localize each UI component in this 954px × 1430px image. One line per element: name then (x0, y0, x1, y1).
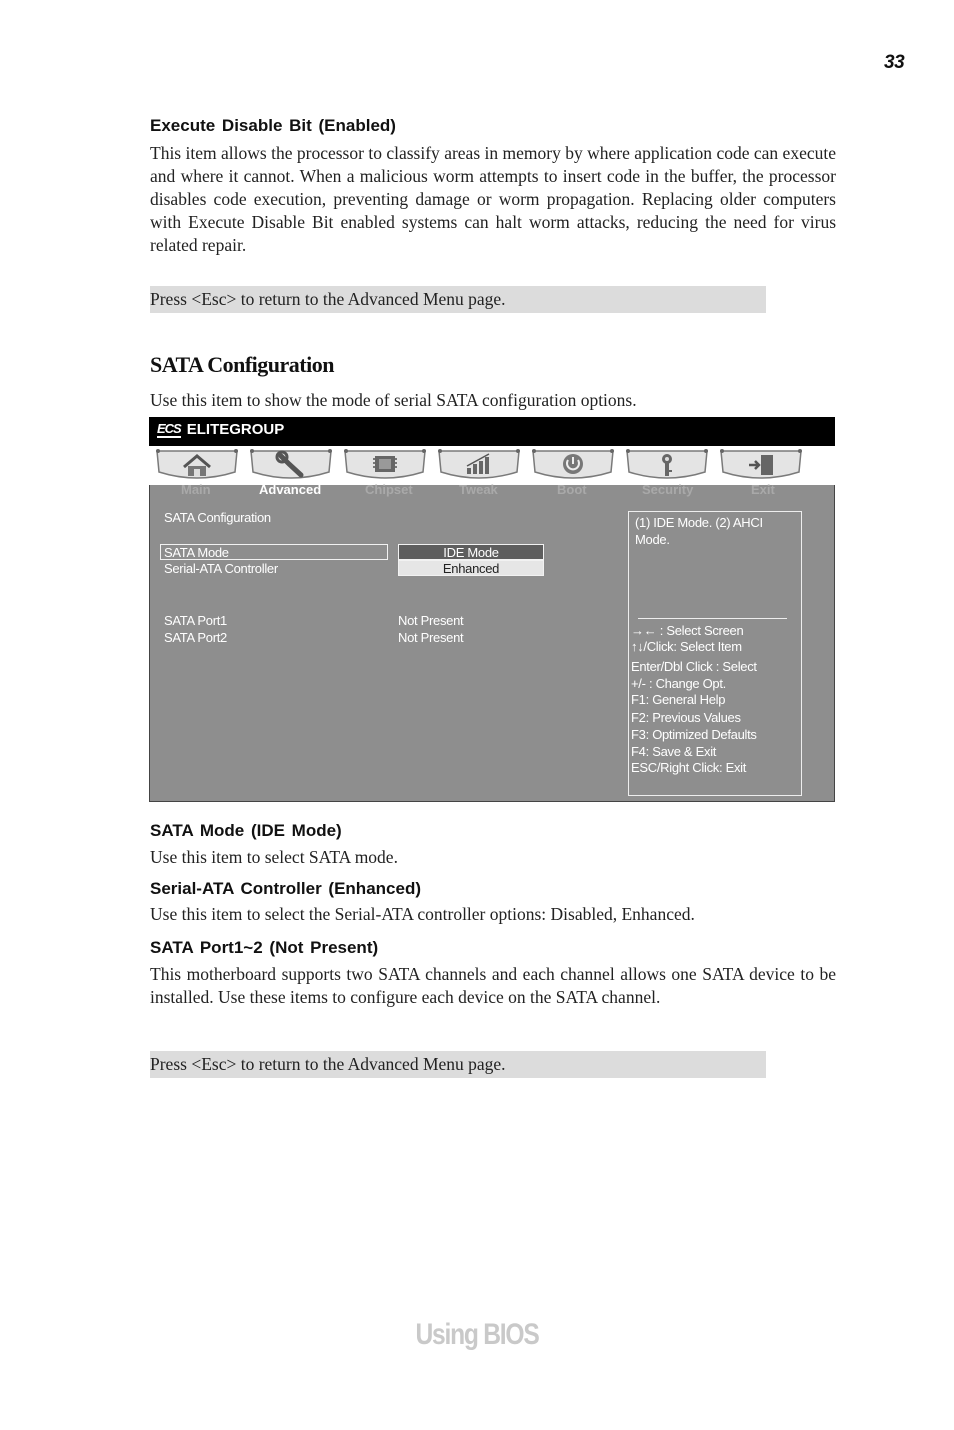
ecs-logo: ECS (157, 420, 181, 436)
sata-section-title: SATA Configuration (150, 352, 334, 377)
sata-port-body: This motherboard supports two SATA channels and each channel allows one SATA device to be installed. Use these items to configure each device on the SATA channel. (150, 964, 836, 1007)
nav-button-security[interactable] (625, 448, 709, 481)
esc-note-1: Press <Esc> to return to the Advanced Menu page. (150, 286, 766, 313)
serial-ata-heading: Serial-ATA Controller (Enhanced) (150, 879, 421, 898)
sata-port-heading: SATA Port1~2 (Not Present) (150, 938, 379, 957)
sata-section-intro: Use this item to show the mode of serial SATA configuration options. (150, 390, 637, 410)
nav-button-boot[interactable] (531, 448, 615, 481)
tab-advanced[interactable]: Advanced (259, 482, 322, 497)
execute-disable-heading: Execute Disable Bit (Enabled) (150, 116, 396, 135)
tab-exit[interactable]: Exit (751, 482, 775, 497)
power-icon (531, 448, 615, 481)
esc-note-2: Press <Esc> to return to the Advanced Menu page. (150, 1051, 766, 1078)
chip-icon (343, 448, 427, 481)
serial-ata-value-text: Enhanced (442, 561, 500, 576)
serial-ata-value[interactable] (398, 560, 544, 576)
bios-content-area (149, 482, 835, 802)
key-hint: F3: Optimized Defaults (631, 727, 757, 742)
page-number: 33 (884, 52, 905, 73)
sata-mode-row[interactable] (160, 544, 388, 560)
sata-port2-label: SATA Port2 (164, 630, 227, 645)
sata-mode-label: SATA Mode (164, 545, 229, 560)
tab-tweak[interactable]: Tweak (459, 482, 498, 497)
serial-ata-body: Use this item to select the Serial-ATA controller options: Disabled, Enhanced. (150, 904, 695, 924)
key-hint: F1: General Help (631, 692, 726, 707)
execute-disable-body: This item allows the processor to classify areas in memory by where application code can execute and where it cannot. When a malicious worm attempts to insert code in the buffer, the processor disables code execution, preventing damage or worm propagation. Replacing older computers with Execute Disable Bit enabled systems can halt worm attacks, reducing the need for virus related repair. (150, 143, 836, 255)
key-hint: ↑↓/Click: Select Item (631, 639, 742, 654)
sata-mode-body: Use this item to select SATA mode. (150, 847, 398, 867)
help-divider (638, 618, 787, 619)
key-hint: →← : Select Screen (631, 623, 744, 638)
nav-button-exit[interactable] (719, 448, 803, 481)
help-text-line2: Mode. (635, 532, 670, 547)
key-hint: ESC/Right Click: Exit (631, 760, 747, 775)
bios-screen-title: SATA Configuration (164, 510, 271, 525)
help-panel (628, 511, 802, 796)
sata-port2-value: Not Present (398, 630, 464, 645)
sata-mode-value-text: IDE Mode (443, 545, 499, 560)
nav-button-advanced[interactable] (249, 448, 333, 481)
home-icon (155, 448, 239, 481)
key-hint: Enter/Dbl Click : Select (631, 659, 757, 674)
help-text-line1: (1) IDE Mode. (2) AHCI (635, 515, 763, 530)
bios-brand (157, 421, 284, 438)
key-hint: +/- : Change Opt. (631, 676, 726, 691)
exit-door-icon (719, 448, 803, 481)
tab-security[interactable]: Security (642, 482, 694, 497)
bios-screen (149, 417, 835, 803)
sata-port1-label: SATA Port1 (164, 613, 227, 628)
sata-mode-value[interactable] (398, 544, 544, 560)
sata-port1-value: Not Present (398, 613, 464, 628)
bios-nav-bar (149, 446, 835, 485)
nav-button-chipset[interactable] (343, 448, 427, 481)
key-hint: F4: Save & Exit (631, 744, 717, 759)
bios-title-bar (149, 417, 835, 446)
serial-ata-label[interactable]: Serial-ATA Controller (164, 561, 278, 576)
bar-chart-icon (437, 448, 521, 481)
tab-chipset[interactable]: Chipset (365, 482, 413, 497)
footer-chapter-title: Using BIOS (415, 1318, 539, 1351)
key-icon (625, 448, 709, 481)
key-hint: F2: Previous Values (631, 710, 741, 725)
nav-button-tweak[interactable] (437, 448, 521, 481)
sata-mode-heading: SATA Mode (IDE Mode) (150, 821, 342, 840)
nav-button-main[interactable] (155, 448, 239, 481)
tab-main[interactable]: Main (181, 482, 211, 497)
wrench-icon (249, 448, 333, 481)
bios-brand-name: ELITEGROUP (186, 421, 285, 438)
tab-boot[interactable]: Boot (557, 482, 587, 497)
